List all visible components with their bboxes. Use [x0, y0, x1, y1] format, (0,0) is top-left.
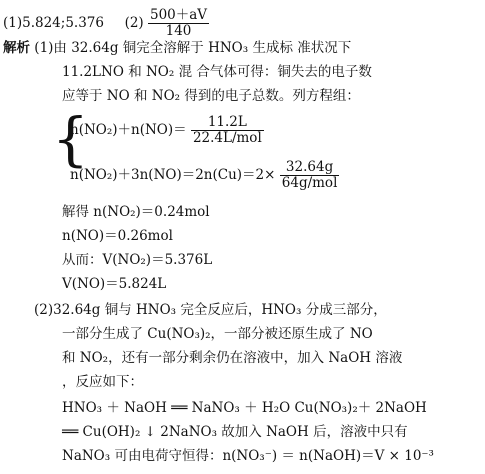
equation-1-left: n(NO₂)＋n(NO)＝ — [70, 122, 187, 138]
equation-2-denominator: 64g/mol — [281, 175, 338, 191]
part2-line-1: (2)32.64g 铜与 HNO₃ 完全反应后，HNO₃ 分成三部分， — [34, 302, 387, 318]
answer-line — [3, 8, 209, 39]
answer-part2-prefix: (2) — [124, 15, 144, 31]
solution-line-3: 从而：V(NO₂)＝5.376L — [62, 252, 213, 268]
equation-1-fraction — [191, 115, 264, 146]
analysis-line-2: 11.2LNO 和 NO₂ 混 合气体可得：铜失去的电子数 — [62, 64, 372, 80]
analysis-label: 解析 — [3, 40, 30, 56]
answer-part2-numerator: 500＋aV — [149, 7, 208, 23]
answer-part1: (1)5.824;5.376 — [3, 15, 104, 31]
part2-line-2: 一部分生成了 Cu(NO₃)₂，一部分被还原生成了 NO — [62, 326, 373, 342]
equation-2-numerator: 32.64g — [280, 160, 340, 176]
part2-line-3: 和 NO₂，还有一部分剩余仍在溶液中，加入 NaOH 溶液 — [62, 350, 403, 366]
analysis-line-3: 应等于 NO 和 NO₂ 得到的电子总数。列方程组： — [62, 88, 360, 104]
equation-1-denominator: 22.4L/mol — [192, 130, 262, 146]
solution-line-1: 解得 n(NO₂)＝0.24mol — [62, 204, 210, 220]
reaction-line-2: ══ Cu(OH)₂ ↓ 2NaNO₃ 故加入 NaOH 后，溶液中只有 — [62, 424, 408, 440]
solution-line-4: V(NO)＝5.824L — [62, 276, 167, 292]
answer-part2-fraction — [148, 8, 209, 39]
equation-system-brace: { — [52, 105, 89, 173]
answer-part2-denominator: 140 — [165, 23, 192, 39]
solution-line-2: n(NO)＝0.26mol — [62, 228, 173, 244]
equation-1 — [70, 115, 264, 146]
reaction-line-3: NaNO₃ 可由电荷守恒得：n(NO₃⁻) ＝ n(NaOH)＝V × 10⁻³ — [62, 448, 434, 464]
analysis-text-1: (1)由 32.64g 铜完全溶解于 HNO₃ 生成标 准状况下 — [34, 40, 352, 56]
analysis-line-1 — [3, 38, 351, 58]
equation-2-fraction — [280, 160, 340, 191]
equation-2-left: n(NO₂)＋3n(NO)＝2n(Cu)＝2× — [70, 167, 276, 183]
equation-2 — [70, 160, 339, 191]
part2-line-4: ，反应如下： — [62, 374, 143, 390]
reaction-line-1: HNO₃ ＋ NaOH ══ NaNO₃ ＋ H₂O Cu(NO₃)₂＋ 2NaOH — [62, 400, 427, 416]
equation-1-numerator: 11.2L — [191, 115, 264, 131]
